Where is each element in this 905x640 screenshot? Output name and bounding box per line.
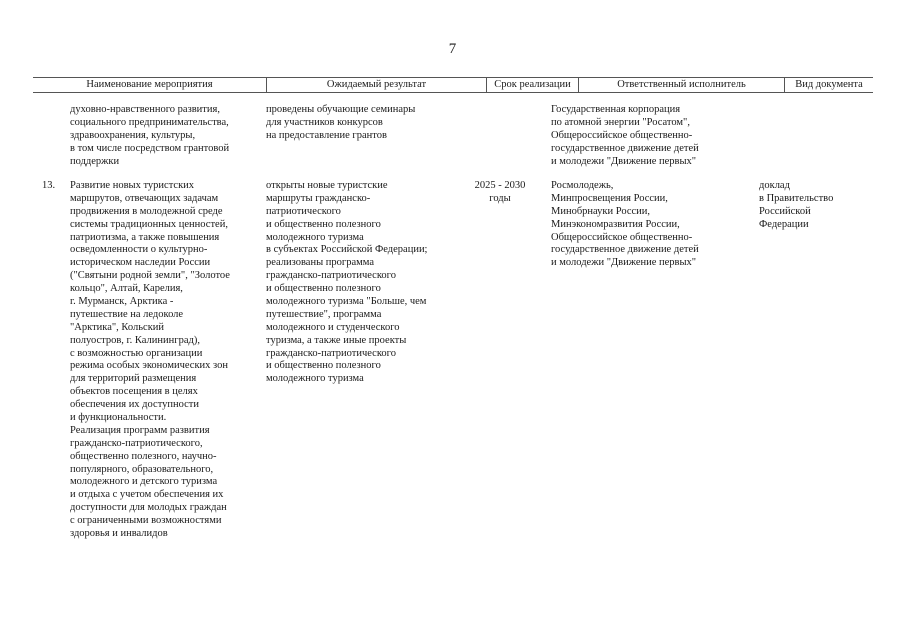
text-line: маршрутов, отвечающих задачам [70,192,219,204]
text-line: и общественно полезного [266,360,381,372]
continuation-name-cell [70,104,229,168]
text-line: осведомленности о культурно- [70,244,208,256]
row13-executor-cell [551,180,699,270]
text-line: системы традиционных ценностей, [70,218,228,230]
text-line: здоровья и инвалидов [70,528,168,540]
text-line: и молодежи "Движение первых" [551,155,697,167]
text-line: общественно полезного, научно- [70,450,217,462]
text-line: гражданско-патриотического [266,270,396,282]
text-line: путешествие", программа [266,308,382,320]
text-line: для участников конкурсов [266,116,383,128]
text-line: Государственная корпорация [551,104,681,115]
text-line: социального предпринимательства, [70,116,229,128]
text-line: доступности для молодых граждан [70,502,227,514]
page-number: 7 [448,41,457,57]
text-line: кольцо", Алтай, Карелия, [70,283,183,295]
text-line: молодежного туризма [266,231,364,243]
text-line: Федерации [759,218,809,230]
text-line: путешествие на ледоколе [70,308,184,320]
text-line: и отдыха с учетом обеспечения их [70,489,224,501]
text-line: патриотического [266,205,341,217]
header-expected-result: Ожидаемый результат [326,79,427,90]
row13-result-cell [266,180,427,386]
header-executor: Ответственный исполнитель [617,79,746,90]
text-line: поддержки [70,155,120,167]
row13-document-cell [759,180,833,232]
text-line: Развитие новых туристских [70,180,195,191]
text-line: Минобрнауки России, [551,205,651,217]
header-term: Срок реализации [494,79,571,90]
text-line: с ограниченными возможностями [70,515,222,527]
text-line: и общественно полезного [266,218,381,230]
text-line: ("Святыни родной земли", "Золотое [70,270,230,282]
row13-term-cell [460,180,540,206]
text-line: и молодежи "Движение первых" [551,257,697,269]
text-line: доклад [759,180,790,191]
header-event-name: Наименование мероприятия [86,79,213,90]
text-line: гражданско-патриотического, [70,437,203,449]
text-line: духовно-нравственного развития, [70,104,220,115]
text-line: г. Мурманск, Арктика - [70,296,174,308]
text-line: молодежного туризма [266,373,364,385]
text-line: в субъектах Российской Федерации; [266,244,428,256]
header-document-type: Вид документа [795,79,863,90]
text-line: Минпросвещения России, [551,192,668,204]
text-line: на предоставление грантов [266,129,387,141]
continuation-executor-cell [551,104,699,168]
text-line: полуостров, г. Калининград), [70,334,200,346]
text-line: и функциональности. [70,412,167,424]
text-line: государственное движение детей [551,244,699,256]
text-line: Росмолодежь, [551,180,614,191]
text-line: проведены обучающие семинары [266,104,416,115]
row-number: 13. [42,180,56,191]
text-line: и общественно полезного [266,283,381,295]
text-line: для территорий размещения [70,373,197,385]
text-line: молодежного туризма "Больше, чем [266,296,427,308]
text-line: Общероссийское общественно- [551,129,693,141]
text-line: годы [489,192,511,204]
text-line: в том числе посредством грантовой [70,142,230,154]
text-line: Российской [759,205,811,217]
text-line: патриотизма, а также повышения [70,231,220,243]
text-line: Общероссийское общественно- [551,231,693,243]
text-line: в Правительство [759,192,834,204]
continuation-result-cell [266,104,415,143]
text-line: объектов посещения в целях [70,386,198,398]
text-line: Реализация программ развития [70,424,210,436]
text-line: Минэкономразвития России, [551,218,680,230]
text-line: 2025 - 2030 [474,180,526,191]
text-line: обеспечения их доступности [70,399,200,411]
row13-name-cell [70,180,230,541]
text-line: гражданско-патриотического [266,347,396,359]
text-line: "Арктика", Кольский [70,321,165,333]
text-line: молодежного и детского туризма [70,476,218,488]
text-line: государственное движение детей [551,142,699,154]
table-header [33,77,873,93]
text-line: молодежного и студенческого [266,321,400,333]
text-line: продвижения в молодежной среде [70,205,223,217]
text-line: маршруты гражданско- [266,192,371,204]
text-line: историческом наследии России [70,257,211,269]
text-line: популярного, образовательного, [70,463,214,475]
text-line: по атомной энергии "Росатом", [551,116,690,128]
text-line: туризма, а также иные проекты [266,334,407,346]
text-line: режима особых экономических зон [70,360,229,372]
text-line: с возможностью организации [70,347,203,359]
text-line: реализованы программа [266,257,374,269]
text-line: здравоохранения, культуры, [70,129,196,141]
text-line: открыты новые туристские [266,180,388,191]
